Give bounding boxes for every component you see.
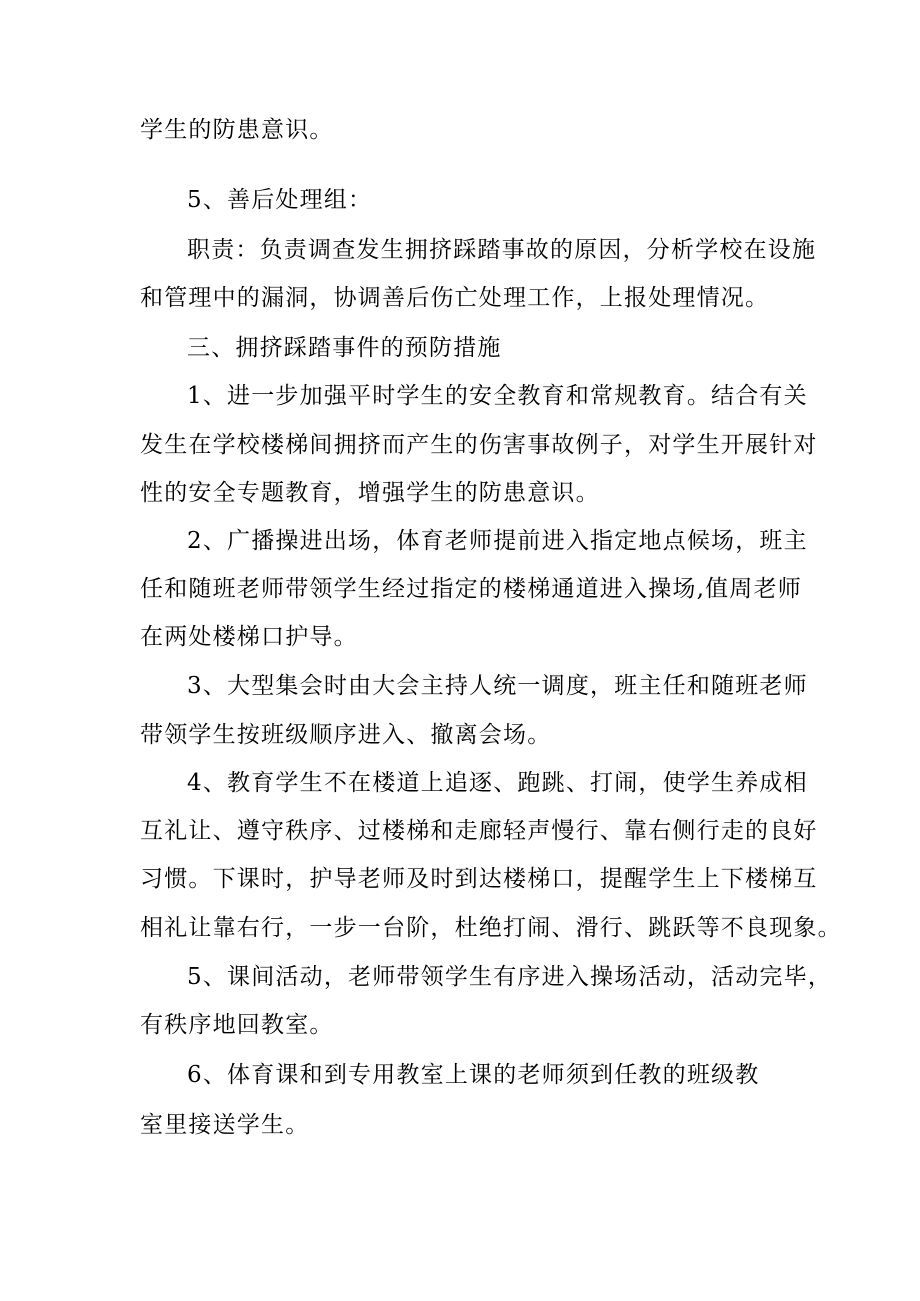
paragraph-line: 相礼让靠右行，一步一台阶，杜绝打闹、滑行、跳跃等不良现象。: [140, 915, 842, 941]
paragraph-line: 学生的防患意识。: [140, 117, 334, 143]
paragraph-line: 6、体育课和到专用教室上课的老师须到任教的班级教: [187, 1062, 760, 1088]
paragraph-line: 带领学生按班级顺序进入、撤离会场。: [140, 722, 552, 748]
paragraph-line: 3、大型集会时由大会主持人统一调度，班主任和随班老师: [187, 673, 808, 699]
paragraph-line: 任和随班老师带领学生经过指定的楼梯通道进入操场,值周老师: [140, 576, 802, 602]
section-heading: 三、拥挤踩踏事件的预防措施: [187, 335, 502, 361]
paragraph-line: 4、教育学生不在楼道上追逐、跑跳、打闹，使学生养成相: [187, 770, 808, 796]
paragraph-line: 性的安全专题教育，增强学生的防患意识。: [140, 480, 600, 506]
paragraph-line: 有秩序地回教室。: [140, 1012, 334, 1038]
paragraph-line: 互礼让、遵守秩序、过楼梯和走廊轻声慢行、靠右侧行走的良好: [140, 818, 818, 844]
paragraph-line: 职责：负责调查发生拥挤踩踏事故的原因，分析学校在设施: [187, 237, 817, 263]
paragraph-line: 5、课间活动，老师带领学生有序进入操场活动，活动完毕，: [187, 964, 833, 990]
paragraph-line: 发生在学校楼梯间拥挤而产生的伤害事故例子，对学生开展针对: [140, 432, 818, 458]
paragraph-line: 习惯。下课时，护导老师及时到达楼梯口，提醒学生上下楼梯互: [140, 866, 818, 892]
paragraph-line: 室里接送学生。: [140, 1112, 310, 1138]
paragraph-line: 1、进一步加强平时学生的安全教育和常规教育。结合有关: [187, 383, 808, 409]
section-heading: 5、善后处理组：: [187, 187, 373, 213]
paragraph-line: 和管理中的漏洞，协调善后伤亡处理工作，上报处理情况。: [140, 285, 770, 311]
paragraph-line: 2、广播操进出场，体育老师提前进入指定地点候场，班主: [187, 528, 808, 554]
paragraph-line: 在两处楼梯口护导。: [140, 624, 358, 650]
